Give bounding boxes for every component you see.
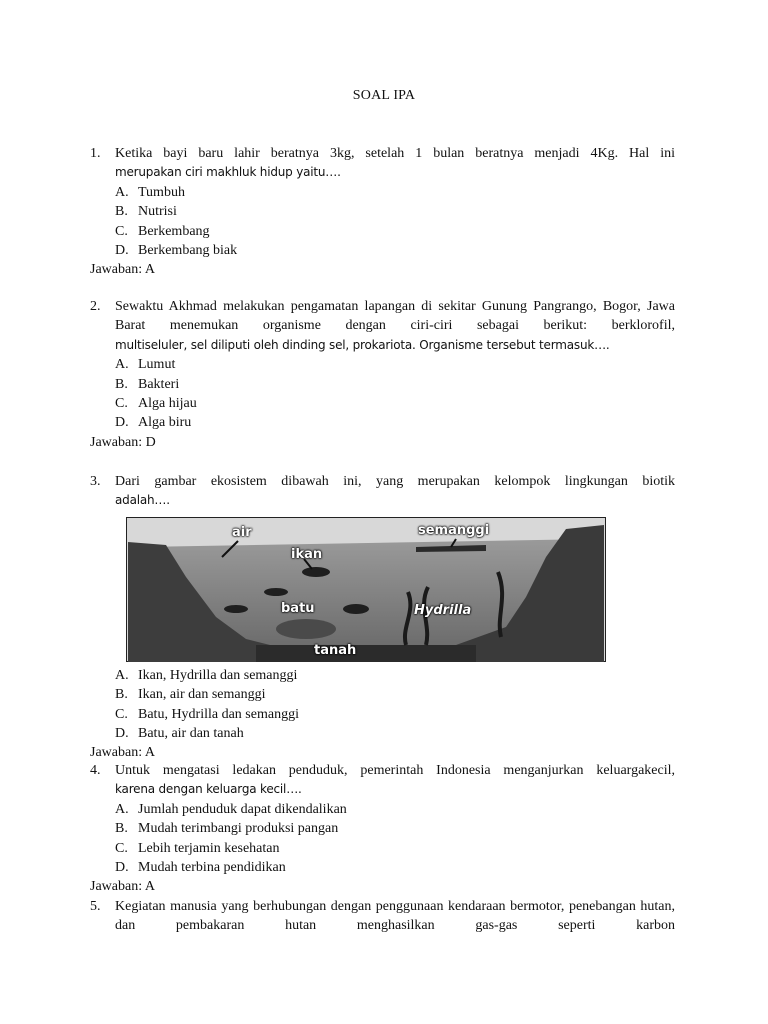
question-text-line: Untuk mengatasi ledakan penduduk, pemerintah Indonesia menganjurkan keluargakecil, — [115, 763, 675, 778]
question-text-line: karena dengan keluarga kecil…. — [115, 782, 302, 797]
option-letter: C. — [115, 223, 128, 239]
option-letter: A. — [115, 801, 129, 817]
answer-key: Jawaban: A — [90, 879, 155, 895]
option-letter: D. — [115, 725, 129, 741]
answer-key: Jawaban: A — [90, 745, 155, 761]
fish-shape — [224, 605, 248, 613]
question-5 — [90, 897, 675, 936]
fish-shape — [264, 588, 288, 596]
option-letter: C. — [115, 706, 128, 722]
question-2 — [90, 297, 675, 452]
figure-label-tanah: tanah — [314, 642, 357, 658]
question-text-line: merupakan ciri makhluk hidup yaitu…. — [115, 165, 341, 180]
option-d — [115, 413, 675, 432]
question-text: Kegiatan manusia yang berhubungan dengan penggunaan kendaraan bermotor, penebangan hutan, dan pembakaran hutan menghasilkan gas-gas seperti karbon — [115, 899, 675, 934]
option-text: Batu, air dan tanah — [138, 725, 244, 741]
question-number: 2. — [90, 299, 101, 314]
option-d — [115, 241, 675, 260]
option-letter: D. — [115, 415, 129, 431]
option-letter: D. — [115, 859, 129, 875]
figure-label-ikan: ikan — [291, 546, 323, 562]
question-number: 5. — [90, 899, 101, 914]
option-text: Lebih terjamin kesehatan — [138, 840, 280, 856]
option-list — [115, 666, 675, 744]
answer-key: Jawaban: A — [90, 262, 155, 278]
question-text-line: adalah…. — [115, 493, 170, 508]
question-text — [115, 472, 675, 511]
option-b — [115, 375, 675, 394]
bottom-soil — [256, 645, 476, 662]
option-letter: A. — [115, 357, 129, 373]
figure-label-hydrilla: Hydrilla — [414, 602, 472, 618]
option-text: Jumlah penduduk dapat dikendalikan — [138, 801, 347, 817]
option-a — [115, 183, 675, 202]
option-a — [115, 666, 675, 685]
option-text: Alga hijau — [138, 396, 197, 411]
option-text: Mudah terimbangi produksi pangan — [138, 821, 339, 837]
option-letter: C. — [115, 396, 128, 411]
question-text-line: Sewaktu Akhmad melakukan pengamatan lapangan di sekitar Gunung Pangrango, Bogor, Jawa Barat menemukan organisme dengan ciri-ciri sebagai berikut: berklorofil, — [115, 299, 675, 334]
question-text-line: Dari gambar ekosistem dibawah ini, yang merupakan kelompok lingkungan biotik — [115, 474, 675, 489]
option-letter: B. — [115, 821, 128, 837]
option-text: Batu, Hydrilla dan semanggi — [138, 706, 299, 722]
option-c — [115, 705, 675, 724]
option-c — [115, 222, 675, 241]
fish-shape — [343, 604, 369, 614]
question-text-line: Ketika bayi baru lahir beratnya 3kg, setelah 1 bulan beratnya menjadi 4Kg. Hal ini — [115, 146, 675, 161]
question-number: 4. — [90, 763, 101, 778]
option-text: Bakteri — [138, 376, 180, 392]
answer-key: Jawaban: D — [90, 434, 156, 450]
option-text: Tumbuh — [138, 184, 185, 200]
question-text — [115, 144, 675, 183]
option-text: Berkembang — [138, 223, 210, 239]
option-text: Alga biru — [138, 415, 192, 431]
question-1 — [90, 144, 675, 280]
question-number: 3. — [90, 474, 101, 489]
question-number: 1. — [90, 146, 101, 161]
figure-label-batu: batu — [281, 600, 315, 616]
option-a — [115, 800, 675, 819]
option-list — [115, 800, 675, 878]
question-4 — [90, 761, 675, 897]
option-b — [115, 202, 675, 221]
option-text: Mudah terbina pendidikan — [138, 859, 286, 875]
option-letter: B. — [115, 204, 128, 220]
question-text — [115, 297, 675, 355]
option-c — [115, 394, 675, 413]
option-text: Ikan, Hydrilla dan semanggi — [138, 667, 298, 683]
document-title: SOAL IPA — [352, 88, 416, 103]
question-text — [115, 761, 675, 800]
option-letter: D. — [115, 242, 129, 258]
option-text: Lumut — [138, 357, 176, 373]
ecosystem-illustration — [126, 517, 606, 662]
question-text-line: multiseluler, sel diliputi oleh dinding sel, prokariota. Organisme tersebut termasuk…. — [115, 337, 610, 352]
option-letter: B. — [115, 376, 128, 392]
fish-shape — [302, 567, 330, 577]
option-list — [115, 183, 675, 261]
figure-label-semanggi: semanggi — [418, 522, 490, 538]
rock-shape — [276, 619, 336, 639]
option-b — [115, 819, 675, 838]
option-letter: A. — [115, 667, 129, 683]
option-a — [115, 355, 675, 374]
option-d — [115, 724, 675, 743]
option-text: Berkembang biak — [138, 242, 238, 258]
option-letter: C. — [115, 840, 128, 856]
ecosystem-figure — [126, 517, 606, 662]
figure-label-air: air — [232, 524, 252, 540]
option-d — [115, 858, 675, 877]
option-text: Ikan, air dan semanggi — [138, 687, 266, 703]
option-b — [115, 685, 675, 704]
option-c — [115, 839, 675, 858]
option-text: Nutrisi — [138, 204, 177, 220]
option-letter: B. — [115, 687, 128, 703]
option-letter: A. — [115, 184, 129, 200]
option-list — [115, 355, 675, 433]
question-3 — [90, 472, 675, 763]
